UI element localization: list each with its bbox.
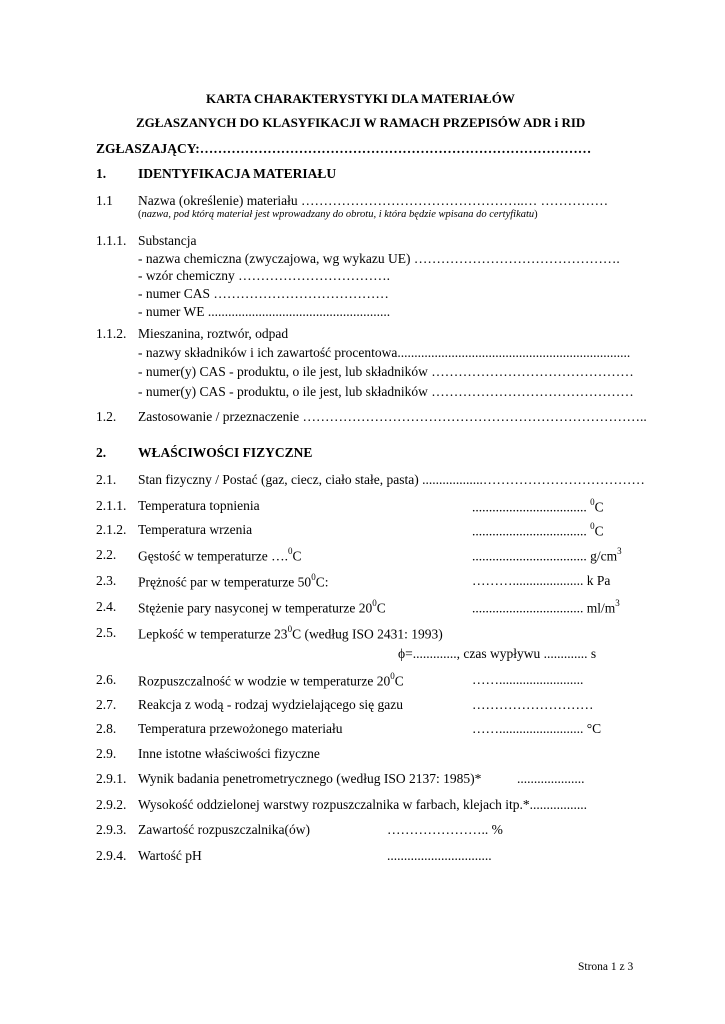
row-1-1-1-line: - numer WE ...................................................... [138, 304, 391, 319]
row-2-1-2-value: .................................. $^0$C [472, 521, 604, 539]
row-2-6-label: Rozpuszczalność w wodzie w temperaturze $20^0C$ [138, 671, 404, 689]
row-2-6-value: ……......................... [472, 672, 584, 687]
row-1-1-1-line: - numer CAS ………………………………… [138, 286, 389, 301]
row-2-8-label: Temperatura przewożonego materiału [138, 721, 343, 736]
row-2-4-number: 2.4. [96, 599, 117, 614]
row-2-9-1-label: Wynik badania penetrometrycznego (według ISO 2137: 1985)* [138, 771, 482, 786]
title-line2: ZGŁASZANYCH DO KLASYFIKACJI W RAMACH PRZEPISÓW ADR i RID [136, 115, 586, 130]
row-2-6-number: 2.6. [96, 672, 117, 687]
section2-heading: WŁAŚCIWOŚCI FIZYCZNE [138, 445, 313, 460]
row-2-9-2-label: Wysokość oddzielonej warstwy rozpuszczalnika w farbach, klejach itp.*................. [138, 797, 588, 812]
row-2-1-2-label: Temperatura wrzenia [138, 522, 253, 537]
row-2-2-value: .................................. $g/cm^3$ [472, 546, 622, 564]
row-2-9-1-number: 2.9.1. [96, 771, 127, 786]
row-1-1-2-line: - numer(y) CAS - produktu, o ile jest, lub składników ……………………………………… [138, 384, 634, 399]
row-1-2-label: Zastosowanie / przeznaczenie ………………………………………………………………….. [138, 409, 647, 424]
row-2-1-1-number: 2.1.1. [96, 498, 127, 513]
row-2-4-label: Stężenie pary nasyconej w temperaturze $20^0C$ [138, 598, 386, 616]
row-2-9-4-number: 2.9.4. [96, 848, 127, 863]
row-2-5-number: 2.5. [96, 625, 117, 640]
row-2-9-4-value: ............................... [387, 848, 492, 863]
row-2-7-value: ……………………… [472, 697, 594, 712]
row-1-1-1-title: Substancja [138, 233, 197, 248]
row-1-1-1-line: - nazwa chemiczna (zwyczajowa, wg wykazu UE) ………………………………………. [138, 251, 620, 266]
row-2-5-label: Lepkość w temperaturze $23^0C$ (według ISO 2431: 1993) [138, 624, 443, 642]
row-2-7-number: 2.7. [96, 697, 117, 712]
row-1-1-label: Nazwa (określenie) materiału …………………………………………..… …………… [138, 193, 609, 208]
title-line1: KARTA CHARAKTERYSTYKI DLA MATERIAŁÓW [206, 91, 515, 106]
applicant-line: ZGŁASZAJĄCY:…………………………………………………………………………… [96, 141, 592, 156]
row-2-9-2-number: 2.9.2. [96, 797, 127, 812]
row-2-5-viscosity: ϕ=............., czas wypływu ............. s [398, 646, 597, 661]
row-1-1-number: 1.1 [96, 193, 113, 208]
section2-number: 2. [96, 445, 107, 460]
page-number: Strona 1 z 3 [578, 961, 634, 973]
section1-number: 1. [96, 166, 107, 181]
row-1-2-number: 1.2. [96, 409, 117, 424]
row-2-1-label: Stan fizyczny / Postać (gaz, ciecz, ciało stałe, pasta) ..................……………………………… [138, 472, 645, 487]
row-2-2-number: 2.2. [96, 547, 117, 562]
row-1-1-2-number: 1.1.2. [96, 326, 127, 341]
row-1-1-note: (nazwa, pod którą materiał jest wprowadzany do obrotu, i która będzie wpisana do certyfikatu) [138, 209, 538, 220]
row-2-9-number: 2.9. [96, 746, 117, 761]
section1-heading: IDENTYFIKACJA MATERIAŁU [138, 166, 337, 181]
row-2-3-label: Prężność par w temperaturze $50^0C$: [138, 572, 329, 590]
row-1-1-2-line: - nazwy składników i ich zawartość procentowa..................................................................... [138, 345, 631, 360]
row-2-1-2-number: 2.1.2. [96, 522, 127, 537]
row-2-7-label: Reakcja z wodą - rodzaj wydzielającego się gazu [138, 697, 403, 712]
row-2-3-value: ………..................... k Pa [472, 573, 611, 588]
row-2-1-1-value: .................................. $^0$C [472, 497, 604, 515]
row-1-1-2-title: Mieszanina, roztwór, odpad [138, 326, 289, 341]
row-2-8-number: 2.8. [96, 721, 117, 736]
row-2-9-4-label: Wartość pH [138, 848, 202, 863]
row-2-2-label: Gęstość w temperaturze ….$^0$C [138, 546, 302, 564]
row-2-4-value: ................................. $ml/m^3$ [472, 598, 620, 616]
row-2-9-label: Inne istotne właściwości fizyczne [138, 746, 320, 761]
row-2-9-3-number: 2.9.3. [96, 822, 127, 837]
row-2-9-1-value: .................... [517, 771, 585, 786]
row-2-1-1-label: Temperatura topnienia [138, 498, 260, 513]
row-2-9-3-label: Zawartość rozpuszczalnika(ów) [138, 822, 311, 837]
row-1-1-1-number: 1.1.1. [96, 233, 127, 248]
row-2-1-number: 2.1. [96, 472, 117, 487]
row-1-1-1-line: - wzór chemiczny ……………………………. [138, 268, 390, 283]
row-1-1-2-line: - numer(y) CAS - produktu, o ile jest, lub składników ……………………………………… [138, 364, 634, 379]
row-2-8-value: ……......................... °C [472, 721, 602, 736]
row-2-3-number: 2.3. [96, 573, 117, 588]
row-2-9-3-value: ………………….. % [387, 822, 503, 837]
